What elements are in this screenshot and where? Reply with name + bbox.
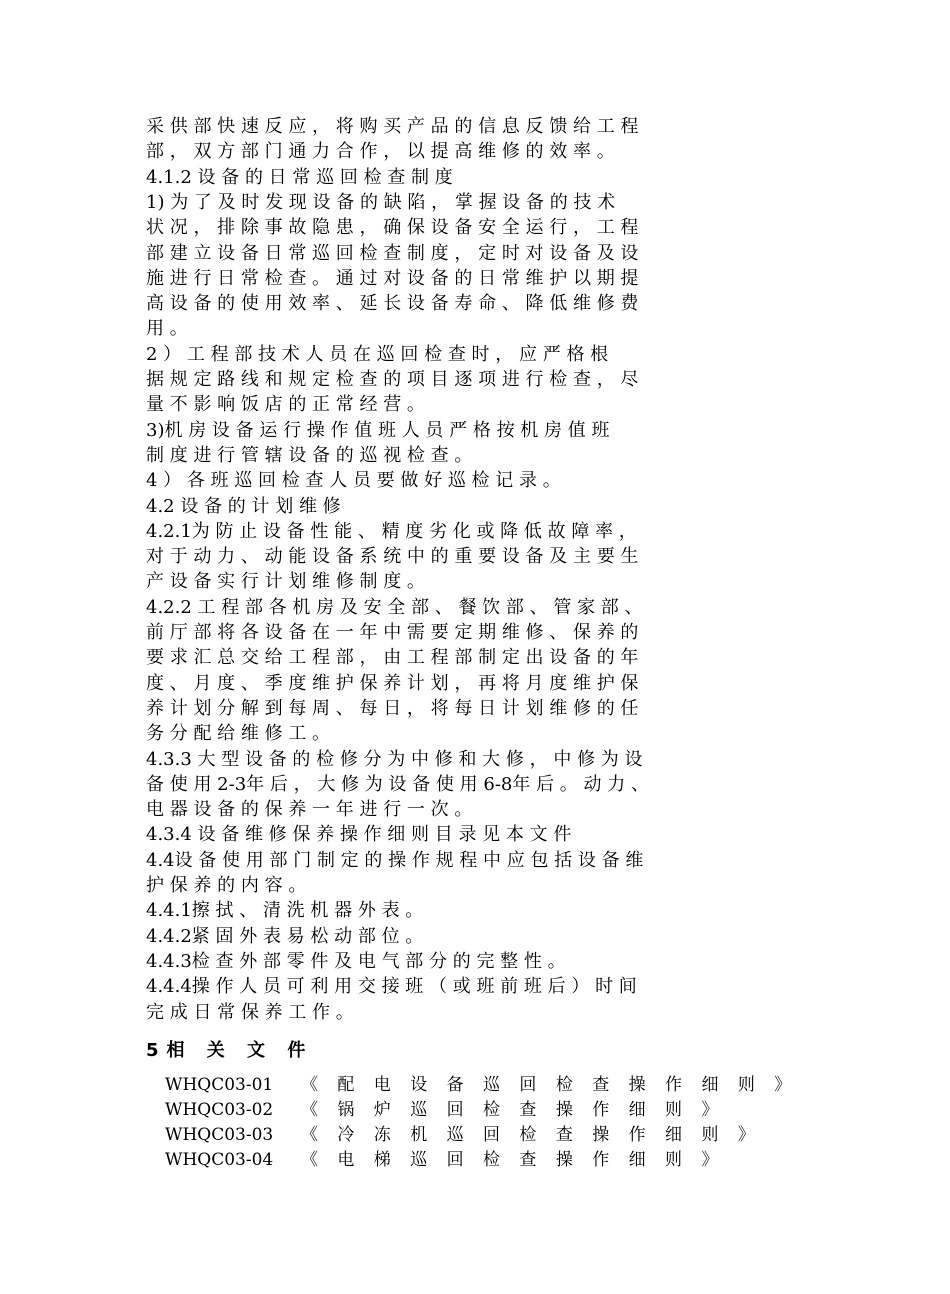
text-line: 4.2.2 工 程 部 各 机 房 及 安 全 部 、 餐 饮 部 、 管 家 部 、: [146, 596, 643, 618]
text-line: 3)机 房 设 备 运 行 操 作 值 班 人 员 严 格 按 机 房 值 班: [146, 419, 610, 441]
text-line: 4.4.4操 作 人 员 可 利 用 交 接 班 （ 或 班 前 班 后 ） 时 间: [146, 976, 637, 998]
text-line: 制 度 进 行 管 辖 设 备 的 巡 视 检 查 。: [146, 444, 473, 466]
text-line: 4.4.1擦 拭 、 清 洗 机 器 外 表 。: [146, 900, 424, 922]
doc-title: 《 电 梯 巡 回 检 查 操 作 细 则 》: [301, 1150, 726, 1170]
doc-title: 《 配 电 设 备 巡 回 检 查 操 作 细 则 》: [301, 1075, 799, 1095]
text-line: 4.4.2紧 固 外 表 易 松 动 部 位 。: [146, 925, 424, 947]
text-line: 4.4设 备 使 用 部 门 制 定 的 操 作 规 程 中 应 包 括 设 备 维: [146, 849, 644, 871]
text-line: 量 不 影 响 饭 店 的 正 常 经 营 。: [146, 394, 425, 416]
text-line: 电 器 设 备 的 保 养 一 年 进 行 一 次 。: [146, 799, 473, 821]
text-line: 4.1.2 设 备 的 日 常 巡 回 检 查 制 度: [146, 166, 453, 188]
related-doc-row: [165, 1097, 725, 1123]
doc-code: WHQC03-01: [165, 1075, 274, 1095]
text-line: 对 于 动 力 、 动 能 设 备 系 统 中 的 重 要 设 备 及 主 要 生: [146, 546, 639, 568]
text-line: 要 求 汇 总 交 给 工 程 部 ， 由 工 程 部 制 定 出 设 备 的 年: [146, 647, 639, 669]
text-line: 4.2.1为 防 止 设 备 性 能 、 精 度 劣 化 或 降 低 故 障 率 ，: [146, 520, 637, 542]
text-line: 完 成 日 常 保 养 工 作 。: [146, 1001, 354, 1023]
doc-title: 《 锅 炉 巡 回 检 查 操 作 细 则 》: [301, 1100, 726, 1120]
related-doc-row: [165, 1072, 798, 1098]
text-line: 施 进 行 日 常 检 查 。 通 过 对 设 备 的 日 常 维 护 以 期 提: [146, 267, 639, 289]
text-line: 用 。: [146, 318, 188, 340]
text-line: 采 供 部 快 速 反 应 ， 将 购 买 产 品 的 信 息 反 馈 给 工 程: [146, 116, 639, 137]
text-line: 养 计 划 分 解 到 每 周 、 每 日 ， 将 每 日 计 划 维 修 的 任: [146, 697, 639, 719]
text-line: 2 ） 工 程 部 技 术 人 员 在 巡 回 检 查 时 ， 应 严 格 根: [146, 343, 609, 365]
text-line: 护 保 养 的 内 容 。: [146, 875, 307, 896]
doc-title: 《 冷 冻 机 巡 回 检 查 操 作 细 则 》: [301, 1125, 762, 1145]
text-line: 度 、 月 度 、 季 度 维 护 保 养 计 划 ， 再 将 月 度 维 护 保: [146, 672, 639, 694]
section-heading: 5相 关 文 件: [146, 1040, 314, 1061]
text-line: 部 建 立 设 备 日 常 巡 回 检 查 制 度 ， 定 时 对 设 备 及 设: [146, 242, 639, 264]
text-line: 备 使 用 2-3年 后 ， 大 修 为 设 备 使 用 6-8年 后 。 动 力 、: [146, 773, 649, 795]
text-line: 高 设 备 的 使 用 效 率 、 延 长 设 备 寿 命 、 降 低 维 修 费: [146, 293, 639, 315]
related-doc-row: [165, 1122, 762, 1148]
text-line: 4.3.3 大 型 设 备 的 检 修 分 为 中 修 和 大 修 ， 中 修 为 设: [146, 748, 643, 770]
text-line: 4.4.3检 查 外 部 零 件 及 电 气 部 分 的 完 整 性 。: [146, 950, 566, 972]
text-line: 4 ） 各 班 巡 回 检 查 人 员 要 做 好 巡 检 记 录 。: [146, 470, 561, 492]
text-line: 产 设 备 实 行 计 划 维 修 制 度 。: [146, 571, 425, 593]
text-line: 状 况 ， 排 除 事 故 隐 患 ， 确 保 设 备 安 全 运 行 ， 工 程: [146, 217, 639, 239]
text-line: 据 规 定 路 线 和 规 定 检 查 的 项 目 逐 项 进 行 检 查 ， 尽: [146, 369, 639, 390]
text-line: 1) 为 了 及 时 发 现 设 备 的 缺 陷 ， 掌 握 设 备 的 技 术: [146, 191, 616, 213]
related-doc-row: [165, 1147, 725, 1173]
doc-code: WHQC03-02: [165, 1100, 274, 1120]
text-line: 4.3.4 设 备 维 修 保 养 操 作 细 则 目 录 见 本 文 件: [146, 824, 572, 846]
doc-code: WHQC03-04: [165, 1150, 274, 1170]
text-line: 4.2 设 备 的 计 划 维 修: [146, 495, 341, 517]
doc-code: WHQC03-03: [165, 1125, 274, 1145]
text-line: 前 厅 部 将 各 设 备 在 一 年 中 需 要 定 期 维 修 、 保 养 的: [146, 622, 639, 643]
text-line: 部 ， 双 方 部 门 通 力 合 作 ， 以 提 高 维 修 的 效 率 。: [146, 141, 615, 163]
text-line: 务 分 配 给 维 修 工 。: [146, 723, 331, 745]
